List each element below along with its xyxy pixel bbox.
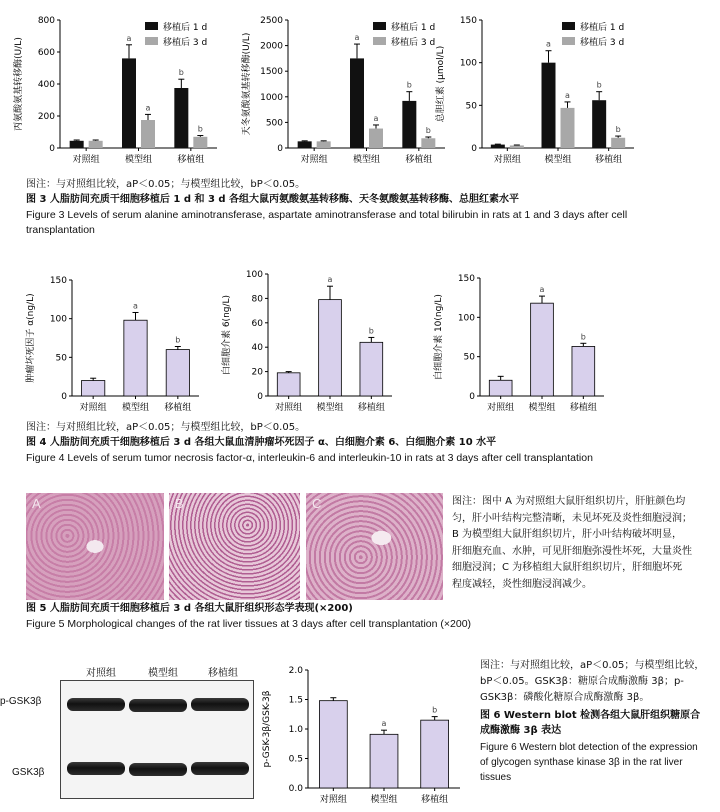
y-axis-label: 天冬氨酸氨基转移酶(U/L)	[242, 32, 252, 136]
significance-label: b	[425, 125, 431, 135]
y-tick-label: 2500	[260, 16, 283, 26]
y-tick-label: 20	[251, 367, 263, 378]
x-tick-label: 模型组	[121, 403, 150, 413]
y-axis-label: 丙氨酸氨基转移酶(U/L)	[14, 37, 24, 131]
blot-band	[129, 763, 187, 776]
legend-swatch	[145, 37, 158, 45]
significance-label: b	[175, 335, 181, 345]
y-tick-label: 200	[37, 112, 55, 122]
y-tick-label: 0	[277, 144, 283, 154]
x-tick-label: 移植组	[164, 403, 192, 413]
bar	[193, 137, 207, 148]
x-tick-label: 模型组	[124, 155, 153, 165]
significance-label: a	[133, 301, 138, 311]
blot-band	[191, 762, 249, 775]
x-tick-label: 移植组	[177, 155, 205, 165]
legend-label: 移植后 3 d	[163, 38, 208, 48]
ast-chart	[236, 8, 451, 170]
x-tick-label: 移植组	[421, 795, 449, 805]
blot-band	[67, 698, 125, 711]
y-axis-label: 白细胞介素 10(ng/L)	[434, 294, 444, 380]
x-tick-label: 对照组	[487, 403, 515, 413]
bar	[561, 108, 575, 148]
y-tick-label: 0	[49, 144, 55, 154]
tbil-chart	[430, 8, 640, 170]
y-axis-label: 总胆红素 (μmol/L)	[436, 45, 446, 123]
bar	[70, 141, 84, 148]
y-tick-label: 50	[463, 352, 475, 363]
y-axis-label: p-GSK-3β/GSK-3β	[262, 690, 272, 768]
y-tick-label: 100	[457, 313, 475, 324]
significance-label: a	[126, 33, 132, 43]
micrograph-c	[306, 493, 443, 600]
bar	[319, 300, 342, 396]
significance-label: a	[145, 103, 151, 113]
significance-label: b	[615, 125, 621, 135]
legend-label: 移植后 3 d	[580, 38, 625, 48]
significance-label: a	[381, 719, 387, 729]
figure5-side-note: 图注：图中 A 为对照组大鼠肝组织切片，肝脏颜色均匀，肝小叶结构完整清晰，未见坏死及炎性细胞浸润；B 为模型组大鼠肝组织切片，肝小叶结构破坏明显，肝细胞充血、水肿，可见肝细胞弥漫性坏死，大量炎性细胞浸润；C 为移植组大鼠肝组织切片，肝细胞坏死程度减轻，炎性细胞浸润减少。	[452, 496, 692, 590]
bar	[572, 346, 595, 396]
y-tick-label: 1000	[260, 92, 283, 103]
legend-swatch	[373, 22, 386, 30]
y-tick-label: 0	[471, 144, 477, 154]
bar	[317, 141, 331, 148]
figure6-title-cn: 图 6 Western blot 检测各组大鼠肝组织糖原合成酶激酶 3β 表达	[480, 710, 701, 736]
bar	[298, 141, 312, 148]
y-tick-label: 40	[251, 343, 263, 354]
significance-label: b	[596, 80, 602, 90]
bar	[124, 320, 147, 396]
y-tick-label: 1500	[260, 67, 283, 78]
x-tick-label: 模型组	[352, 155, 381, 165]
figure5-title-cn: 图 5 人脂肪间充质干细胞移植后 3 d 各组大鼠肝组织形态学表现(×200)	[26, 603, 353, 614]
micrograph-a	[26, 493, 164, 600]
bar	[141, 120, 155, 148]
y-tick-label: 0	[469, 392, 475, 402]
blot-band	[129, 699, 187, 712]
gsk-chart	[256, 658, 466, 810]
legend-label: 移植后 1 d	[580, 23, 625, 33]
significance-label: a	[354, 33, 360, 43]
il6-chart	[216, 262, 398, 418]
y-tick-label: 0	[61, 392, 67, 402]
figure5-title-en: Figure 5 Morphological changes of the rat liver tissues at 3 days after cell transplantation (×200)	[26, 618, 472, 630]
figure3-title-en-2: transplantation	[26, 224, 95, 236]
y-tick-label: 500	[265, 118, 283, 129]
western-blot-image	[60, 680, 254, 799]
bar	[611, 138, 625, 148]
y-tick-label: 2.0	[288, 666, 303, 676]
panel-label-b: B	[175, 496, 184, 511]
significance-label: b	[580, 332, 586, 342]
y-axis-label: 白细胞介素 6(ng/L)	[222, 294, 232, 376]
x-tick-label: 对照组	[79, 403, 107, 413]
blot-column-transplant: 移植组	[208, 668, 238, 679]
y-tick-label: 1.0	[288, 725, 303, 735]
bar	[277, 373, 300, 396]
significance-label: b	[178, 68, 184, 78]
y-tick-label: 100	[245, 270, 263, 280]
significance-label: a	[546, 39, 551, 49]
bar	[592, 100, 606, 148]
y-tick-label: 100	[459, 58, 477, 69]
figure4-title-cn: 图 4 人脂肪间充质干细胞移植后 3 d 各组大鼠血清肿瘤坏死因子 α、白细胞介素 6、白细胞介素 10 水平	[26, 437, 497, 448]
x-tick-label: 移植组	[405, 155, 433, 165]
x-tick-label: 对照组	[493, 155, 521, 165]
significance-label: a	[373, 113, 379, 123]
bar	[174, 88, 188, 148]
legend-label: 移植后 1 d	[391, 23, 436, 33]
legend-swatch	[373, 37, 386, 45]
bar	[122, 58, 136, 148]
y-tick-label: 60	[251, 318, 263, 329]
blot-column-model: 模型组	[148, 668, 178, 679]
bar	[489, 380, 512, 396]
bar	[510, 145, 524, 148]
y-tick-label: 80	[251, 294, 263, 305]
x-tick-label: 对照组	[300, 155, 328, 165]
bar	[360, 342, 383, 396]
micrograph-b	[169, 493, 300, 600]
blot-row-pgsk3b: p-GSK3β	[0, 696, 42, 707]
panel-label-c: C	[312, 496, 322, 511]
blot-column-control: 对照组	[86, 668, 116, 679]
bar	[319, 701, 347, 788]
bar	[531, 303, 554, 396]
legend-label: 移植后 3 d	[391, 38, 436, 48]
bar	[82, 381, 105, 396]
y-tick-label: 150	[457, 274, 475, 284]
bar	[166, 350, 189, 396]
y-tick-label: 50	[55, 353, 67, 364]
figure4-title-en: Figure 4 Levels of serum tumor necrosis factor-α, interleukin-6 and interleukin-10 in rats at 3 days after cell transplantation	[26, 452, 593, 464]
bar	[542, 63, 556, 148]
bar	[89, 141, 103, 148]
x-tick-label: 模型组	[544, 155, 572, 165]
legend-label: 移植后 1 d	[163, 23, 208, 33]
significance-label: b	[432, 705, 438, 715]
figure4-note: 图注：与对照组比较，aP＜0.05；与模型组比较，bP＜0.05。	[26, 422, 306, 433]
bar	[370, 734, 398, 788]
x-tick-label: 移植组	[357, 403, 385, 413]
x-tick-label: 移植组	[569, 403, 597, 413]
y-tick-label: 0.0	[288, 784, 303, 794]
significance-label: b	[406, 80, 412, 90]
x-tick-label: 对照组	[319, 795, 347, 805]
bar	[369, 129, 383, 148]
alt-chart	[8, 8, 223, 170]
blot-band	[191, 698, 249, 711]
figure6-side-note: 图注：与对照组比较，aP＜0.05；与模型组比较，bP＜0.05。GSK3β：糖原合成酶激酶 3β；p-GSK3β：磷酸化糖原合成酶激酶 3β。	[480, 660, 705, 703]
x-tick-label: 对照组	[275, 403, 303, 413]
y-tick-label: 2000	[260, 41, 283, 52]
blot-band	[67, 762, 125, 775]
il10-chart	[428, 266, 610, 418]
figure3-title-en-1: Figure 3 Levels of serum alanine aminotransferase, aspartate aminotransferase and total bilirubin in rats at 1 and 3 days after cell	[26, 209, 628, 221]
figure3-title-cn: 图 3 人脂肪间充质干细胞移植后 1 d 和 3 d 各组大鼠丙氨酸氨基转移酶、天冬氨酸氨基转移酶、总胆红素水平	[26, 194, 520, 205]
blot-row-gsk3b: GSK3β	[12, 767, 45, 778]
tnf-chart	[20, 268, 205, 418]
x-tick-label: 模型组	[370, 795, 398, 805]
bar	[402, 101, 416, 148]
x-tick-label: 模型组	[528, 403, 556, 413]
y-tick-label: 400	[37, 80, 55, 90]
y-tick-label: 0.5	[288, 754, 303, 765]
bar	[491, 145, 505, 148]
x-tick-label: 对照组	[72, 155, 100, 165]
significance-label: a	[327, 275, 333, 285]
y-tick-label: 150	[459, 16, 477, 26]
x-tick-label: 模型组	[316, 403, 344, 413]
y-tick-label: 1.5	[288, 695, 303, 706]
y-tick-label: 100	[49, 314, 67, 325]
x-tick-label: 移植组	[595, 155, 623, 165]
figure3-note: 图注：与对照组比较，aP＜0.05；与模型组比较，bP＜0.05。	[26, 179, 306, 190]
legend-swatch	[562, 22, 575, 30]
significance-label: b	[197, 124, 203, 134]
y-tick-label: 600	[37, 48, 55, 58]
bar	[350, 58, 364, 148]
y-axis-label: 肿瘤坏死因子 α(ng/L)	[26, 293, 36, 383]
bar	[421, 720, 449, 788]
legend-swatch	[145, 22, 158, 30]
y-tick-label: 800	[37, 16, 55, 26]
significance-label: a	[565, 90, 570, 100]
panel-label-a: A	[32, 496, 41, 511]
y-tick-label: 150	[49, 276, 67, 286]
significance-label: a	[539, 285, 545, 295]
figure6-title-en: Figure 6 Western blot detection of the expression of glycogen synthase kinase 3β in the rat liver tissues	[480, 742, 698, 783]
y-tick-label: 50	[465, 101, 477, 112]
legend-swatch	[562, 37, 575, 45]
significance-label: b	[368, 326, 374, 336]
y-tick-label: 0	[257, 392, 263, 402]
